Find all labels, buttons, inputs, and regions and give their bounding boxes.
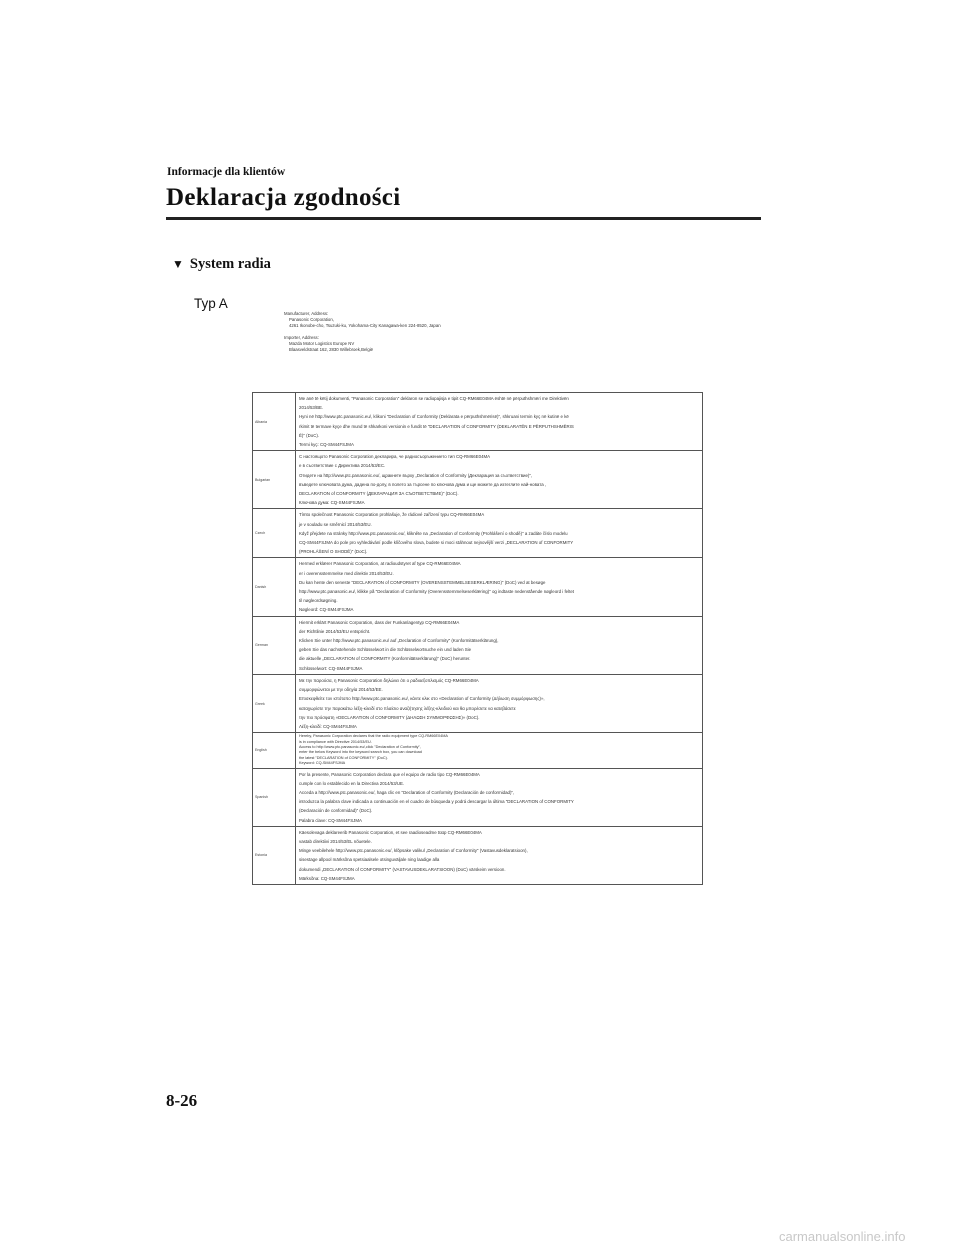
page-number: 8-26	[166, 1091, 198, 1110]
declaration-line: Por la presente, Panasonic Corporation declara que el equipo de radio tipo CQ-RM66E04MA	[299, 771, 480, 777]
manufacturer-line: 4261 Ikonobe-cho, Tsuzuki-ku, Yokohama-City Kanagawa-ken 224-8520, Japan	[289, 323, 441, 328]
declaration-text-cell	[296, 674, 703, 732]
importer-line: Blaasveldstraat 162, 2830 Willebroek,België	[289, 347, 374, 352]
declaration-text-cell	[296, 451, 703, 509]
declaration-line: geben Sie das nachstehende Schlüsselwort in die Schlüsselwortsuche ein und laden Sie	[299, 647, 472, 653]
declaration-line: Λέξη-κλειδί: CQ-SM44FSJMA	[299, 723, 357, 729]
declaration-line: Nøgleord: CQ-SM44FSJMA	[299, 607, 354, 613]
declaration-line: Termi kyç: CQ-SM44FSJMA	[299, 442, 354, 448]
declaration-line: Keyword: CQ-SM44FSJMA	[299, 761, 346, 766]
language-cell: English	[253, 733, 296, 768]
declaration-line: συμμορφώνεται με την οδηγία 2014/53/ΕΕ.	[299, 687, 383, 693]
declaration-line: is in compliance with Directive 2014/53/EU.	[299, 739, 372, 744]
declaration-text-cell	[296, 509, 703, 558]
declaration-line: Acceda a http://www.ptc.panasonic.eu/, haga clic en "Declaration of Conformity (Declaración de conformidad)",	[299, 789, 515, 795]
declaration-line: Hyni në http://www.ptc.panasonic.eu/, klikoni "Declaration of Conformity (Deklarata e përputhshmërisë)", shkruani termin kyç në kutinë e kë	[299, 414, 569, 420]
page-title: Deklaracja zgodności	[166, 184, 401, 211]
declaration-line: sisestage allpool märksõna spetsiaalsele otsinguväljale ning laadige alla	[299, 857, 440, 863]
declaration-line: Minge veebilehele http://www.ptc.panasonic.eu/, klõpsake valikul „Declaration of Conformity" (Vastavusdeklaratsioon),	[299, 848, 528, 854]
subsection-heading	[172, 256, 271, 273]
declaration-line: въведете ключовата дума, дадена по-долу, в полето за търсене по ключова дума и ще можете да изтеглите най-новата ,	[299, 481, 547, 487]
declaration-line: Schlüsselwort: CQ-SM44FSJMA	[299, 665, 363, 671]
declaration-line: Отидете на http://www.ptc.panasonic.eu/, щракнете върху „Declaration of Conformity (Декларация за съответствие)",	[299, 472, 533, 478]
declaration-line: der Richtlinie 2014/53/EU entspricht.	[299, 628, 371, 634]
declaration-line: Palabra clave: CQ-SM44FSJMA	[299, 817, 362, 823]
declaration-line: е в съответствие с Директива 2014/53/ЕС.	[299, 463, 386, 469]
declaration-text-cell	[296, 733, 703, 768]
declaration-line: cumple con lo establecido en la Directiva 2014/53/UE.	[299, 780, 405, 786]
language-cell: Bulgarian	[253, 451, 296, 509]
manufacturer-line: Panasonic Corporation,	[289, 317, 334, 322]
subsection-title: System radia	[189, 256, 271, 272]
table-row	[253, 509, 703, 558]
declaration-line: rkimit të termave kyçe dhe mund të shkarkoni versionin e fundit të "DECLARATION of CONFORMITY (DEKLARATËN E PËRPUTHSHMËRIS	[299, 423, 574, 429]
declaration-line: καταχωρίστε την παρακάτω λέξη-κλειδί στο πλαίσιο αναζήτησης λέξης-κλειδιού και θα μπορέσετε να κατεβάσετε	[299, 705, 516, 711]
watermark: carmanualsonline.info	[779, 1229, 906, 1244]
declaration-line: introduzca la palabra clave indicada a continuación en el cuadro de búsqueda y podrá descargar la última "DECLARATION of CONFORMITY	[299, 799, 574, 805]
declaration-line: Käesolevaga deklareerib Panasonic Corporation, et see raadioseadme tüüp CQ-RM66E04MA	[299, 829, 482, 835]
importer-line: Mazda Motor Logistics Europe NV	[289, 341, 355, 346]
manufacturer-label: Manufacturer, Address:	[284, 311, 329, 316]
triangle-down-icon: ▼	[172, 257, 184, 271]
language-cell: Czech	[253, 509, 296, 558]
declaration-text-cell	[296, 826, 703, 884]
declaration-line: til nøgleordsøgning.	[299, 598, 338, 604]
language-cell: Danish	[253, 558, 296, 616]
declaration-line: Με την παρούσα, η Panasonic Corporation δηλώνει ότι ο ραδιοεξοπλισμός CQ-RM66E04MA	[299, 677, 479, 683]
declaration-line: er i overensstemmelse med direktiv 2014/53/EU.	[299, 570, 394, 576]
declaration-line: the latest "DECLARATION of CONFORMITY" (DoC).	[299, 755, 388, 760]
table-row	[253, 616, 703, 674]
declaration-line: je v souladu se směrnicí 2014/53/EU.	[299, 521, 372, 527]
address-block	[284, 311, 441, 359]
declaration-line: Hereby, Panasonic Corporation declares that the radio equipment type CQ-RM66E04MA	[299, 734, 448, 739]
declaration-line: С настоящото Panasonic Corporation декларира, че радиосъоръжението тип CQ-RM66E04MA	[299, 454, 491, 460]
declaration-line: Märksõna: CQ-SM44FSJMA	[299, 875, 355, 881]
declaration-line: http://www.ptc.panasonic.eu/, klikke på "Declaration of Conformity (Overensstemmelseserklæring)" og indtaste nedenstående nøgleord i feltet	[299, 589, 574, 595]
declaration-line: dokumendi „DECLARATION of CONFORMITY" (VASTAVUSDEKLARATSIOON) (DoC) värskeim versioon.	[299, 866, 506, 872]
declaration-line: 2014/53/BE.	[299, 405, 324, 411]
declaration-table-body	[253, 393, 703, 885]
declaration-line: die aktuelle „DECLARATION of CONFORMITY (Konformitätserklärung)" (DoC) herunter.	[299, 656, 471, 662]
declaration-line: (PROHLÁŠENÍ O SHODĚ)" (DoC).	[299, 549, 368, 555]
table-row	[253, 733, 703, 768]
type-label: Typ A	[194, 296, 228, 311]
declaration-line: DECLARATION of CONFORMITY (ДЕКЛАРАЦИЯ ЗА СЪОТВЕТСТВИЕ)" (DoC).	[299, 491, 459, 497]
declaration-line: Ë)" (DoC).	[299, 432, 320, 438]
table-row	[253, 826, 703, 884]
declaration-line: Klicken Sie unter http://www.ptc.panasonic.eu/ auf „Declaration of Conformity" (Konformitätserklärung),	[299, 638, 499, 644]
declaration-line: την πιο πρόσφατη «DECLARATION of CONFORMITY (ΔΗΛΩΣΗ ΣΥΜΜΟΡΦΩΣΗΣ)» (DoC).	[299, 714, 480, 720]
declaration-text-cell	[296, 558, 703, 616]
declaration-line: enter the below Keyword into the keyword search box, you can download	[299, 750, 422, 755]
declaration-line: Hermed erklærer Panasonic Corporation, at radioudstyret af type CQ-RM66E04MA	[299, 561, 461, 567]
declaration-text-cell	[296, 616, 703, 674]
table-row	[253, 674, 703, 732]
manufacturer-address	[284, 311, 441, 329]
declaration-line: Du kan hente den seneste "DECLARATION of CONFORMITY (OVERENSSTEMMELSESERKLÆRING)" (DoC) ved at besøge	[299, 579, 546, 585]
declaration-line: Me anë të këtij dokumenti, "Panasonic Corporation" deklaron se radiopajisja e tipit CQ-RM66E04MA është në përputhshmëri me Direktivën	[299, 396, 569, 401]
declaration-line: Když přejdete na stránky http://www.ptc.panasonic.eu/, klikněte na „Declaration of Conformity (Prohlášení o shodě)" a zadáte číslo modelu	[299, 530, 568, 536]
language-cell: Greek	[253, 674, 296, 732]
declaration-line: vastab direktiivi 2014/53/EL nõuetele.	[299, 838, 372, 844]
table-row	[253, 768, 703, 826]
language-cell: Albania	[253, 393, 296, 451]
importer-address	[284, 335, 441, 353]
declaration-line: Επισκεφθείτε τον ιστότοπο http://www.ptc.panasonic.eu/, κάντε κλικ στο «Declaration of Conformity (Δήλωση συμμόρφωσης)»,	[299, 696, 545, 702]
title-divider	[166, 217, 761, 220]
table-row	[253, 451, 703, 509]
declaration-line: Ключова дума: CQ-SM44FSJMA	[299, 500, 365, 506]
declaration-line: CQ-SM44FSJMA do pole pro vyhledávání podle klíčového slova, budete si moci stáhnout nejnovější verzi „DECLARATION of CONFORMITY	[299, 540, 574, 546]
declaration-text-cell	[296, 393, 703, 451]
declaration-line: Tímto společnost Panasonic Corporation prohlašuje, že rádiové zařízení typu CQ-RM66E04MA	[299, 512, 485, 518]
language-cell: German	[253, 616, 296, 674]
declaration-line: (Declaración de conformidad)" (DoC).	[299, 808, 373, 814]
language-cell: Estonia	[253, 826, 296, 884]
declaration-text-cell	[296, 768, 703, 826]
table-row	[253, 393, 703, 451]
section-label: Informacje dla klientów	[167, 166, 286, 178]
declaration-line: Access to http://www.ptc.panasonic.eu/,click "Declaration of Conformity",	[299, 744, 421, 749]
declaration-line: Hiermit erklärt Panasonic Corporation, dass der Funkanlagentyp CQ-RM66E04MA	[299, 619, 460, 625]
table-row	[253, 558, 703, 616]
language-cell: Spanish	[253, 768, 296, 826]
importer-label: Importer, Address:	[284, 335, 319, 340]
declaration-table	[252, 392, 703, 885]
